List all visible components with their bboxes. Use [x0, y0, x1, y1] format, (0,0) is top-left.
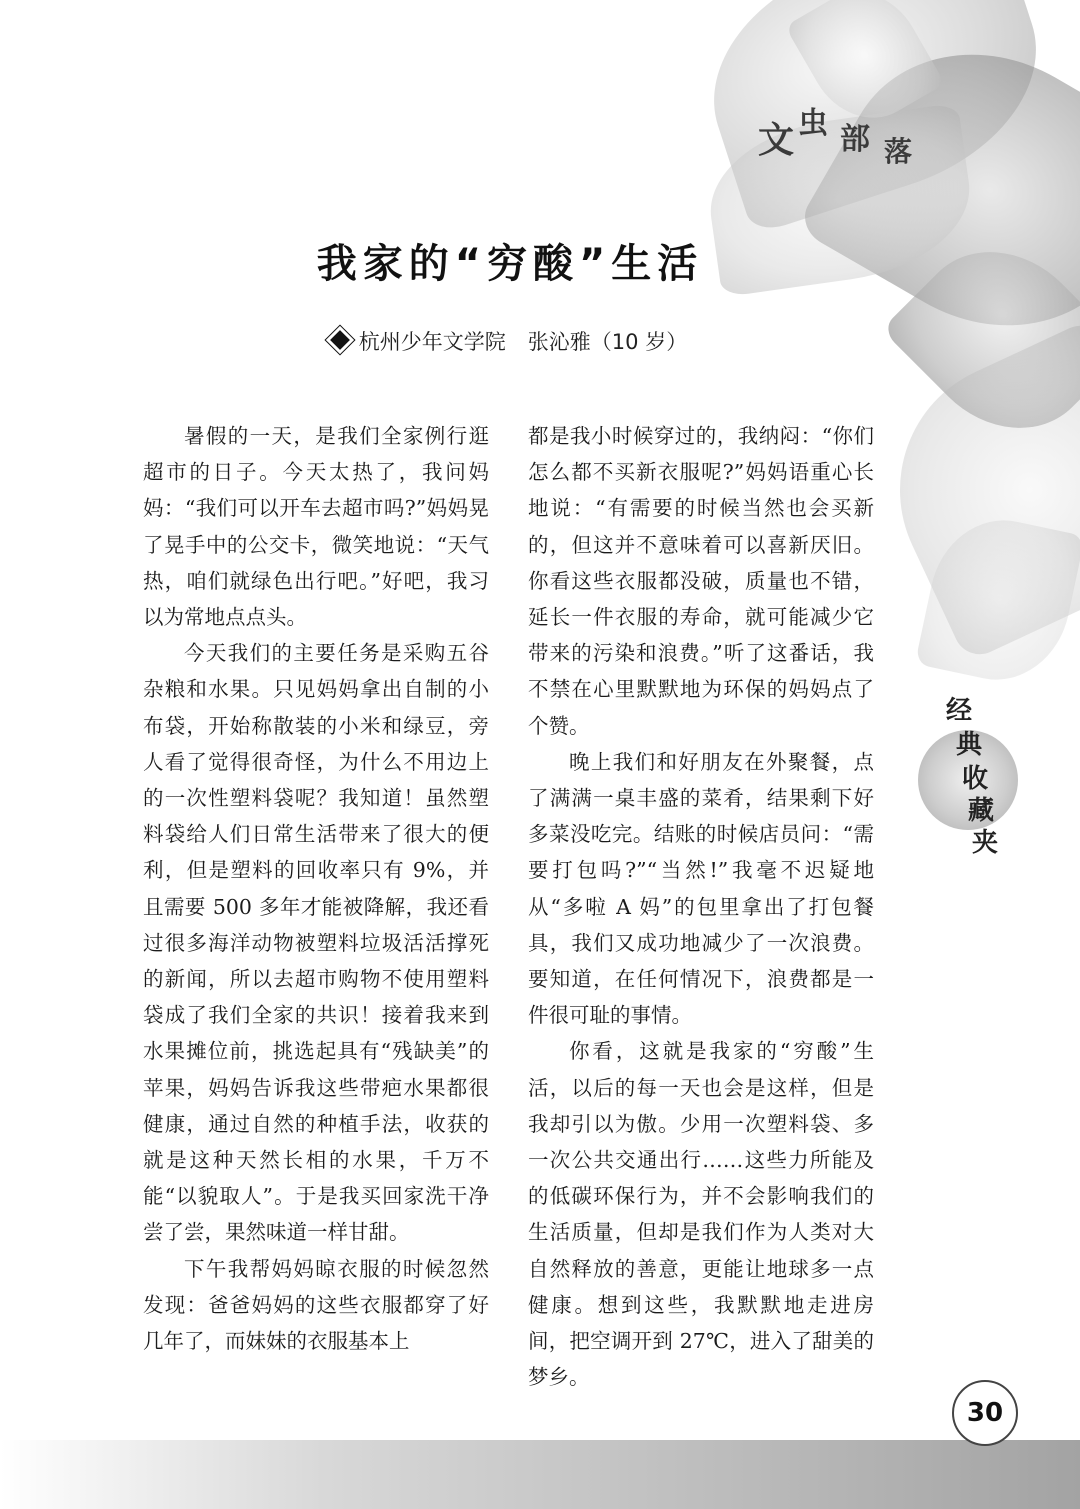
badge-char: 典 — [956, 730, 983, 760]
column-logo-char: 虫 — [798, 106, 828, 141]
badge-char: 经 — [946, 696, 973, 726]
paragraph: 晚上我们和好朋友在外聚餐，点了满满一桌丰盛的菜肴，结果剩下好多菜没吃完。结账的时候店员问：“需要打包吗?”“当然!”我毫不迟疑地从“多啦 A 妈”的包里拿出了打包餐具，我们又成功地减少了一次浪费。要知道，在任何情况下，浪费都是一件很可耻的事情。 — [528, 749, 874, 1028]
article-title: 我家的“穷酸”生活 — [316, 241, 704, 287]
badge-char: 夹 — [972, 828, 999, 858]
page-number: 30 — [952, 1380, 1018, 1446]
paragraph: 都是我小时候穿过的，我纳闷：“你们怎么都不买新衣服呢?”妈妈语重心长地说：“有需要的时候当然也会买新的，但这并不意味着可以喜新厌旧。你看这些衣服都没破，质量也不错，延长一件衣服的寿命，就可能减少它带来的污染和浪费。”听了这番话，我不禁在心里默默地为环保的妈妈点了个赞。 — [528, 424, 874, 738]
column-logo — [758, 100, 938, 170]
column-logo-char: 落 — [884, 135, 913, 168]
byline-school: 杭州少年文学院 — [358, 330, 506, 354]
paragraph: 今天我们的主要任务是采购五谷杂粮和水果。只见妈妈拿出自制的小布袋，开始称散装的小米和绿豆，旁人看了觉得很奇怪，为什么不用边上的一次性塑料袋呢？我知道！虽然塑料袋给人们日常生活带来了很大的便利，但是塑料的回收率只有 9%，并且需要 500 多年才能被降解，我还看过很多海洋动物被塑料垃圾活活撑死的新闻，所以去超市购物不使用塑料袋成了我们全家的共识！接着我来到水果摊位前，挑选起具有“残缺美”的苹果，妈妈告诉我这些带疤水果都很健康，通过自然的种植手法，收获的就是这种天然长相的水果，千万不能“以貌取人”。于是我买回家洗干净尝了尝，果然味道一样甘甜。 — [143, 641, 489, 1245]
badge-char: 藏 — [968, 796, 995, 826]
article-column-left — [143, 418, 489, 1359]
column-logo-char: 部 — [840, 122, 870, 157]
badge-char: 收 — [962, 764, 989, 794]
byline — [0, 326, 1020, 356]
article-column-right — [528, 418, 874, 1395]
paragraph: 暑假的一天，是我们全家例行逛超市的日子。今天太热了，我问妈妈：“我们可以开车去超市吗?”妈妈晃了晃手中的公交卡，微笑地说：“天气热，咱们就绿色出行吧。”好吧，我习以为常地点点头。 — [143, 424, 489, 630]
footer-band — [0, 1440, 1080, 1509]
diamond-bullet-icon — [330, 330, 350, 350]
column-logo-char: 文 — [758, 120, 795, 161]
paragraph: 你看，这就是我家的“穷酸”生活，以后的每一天也会是这样，但是我却引以为傲。少用一次塑料袋、多一次公共交通出行……这些力所能及的低碳环保行为，并不会影响我们的生活质量，但却是我们作为人类对大自然释放的善意，更能让地球多一点健康。想到这些，我默默地走进房间，把空调开到 27℃，进入了甜美的梦乡。 — [528, 1039, 874, 1390]
byline-author: 张沁雅（10 岁） — [527, 330, 688, 354]
side-badge — [912, 690, 1022, 858]
paragraph: 下午我帮妈妈晾衣服的时候忽然发现：爸爸妈妈的这些衣服都穿了好几年了，而妹妹的衣服基本上 — [143, 1256, 489, 1354]
